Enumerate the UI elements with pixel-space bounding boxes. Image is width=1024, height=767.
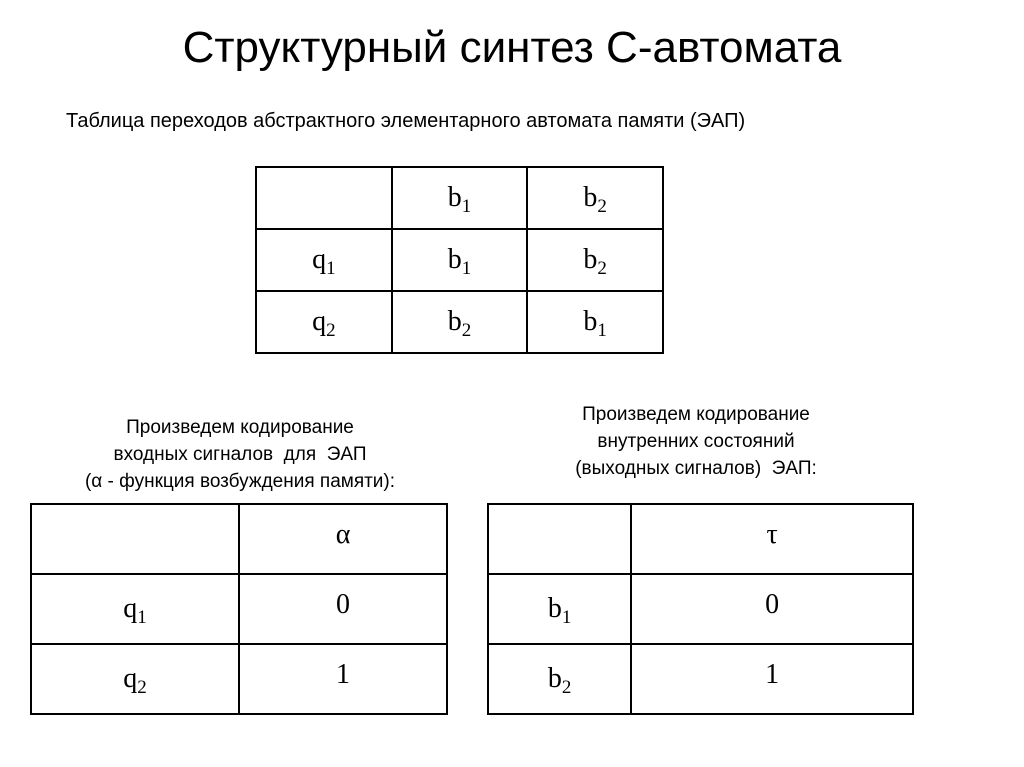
slide-title: Структурный синтез С-автомата [182,23,842,72]
state-cell: $b_1$ [488,574,631,644]
value-cell: 1 [631,644,913,714]
state-cell: $q_2$ [31,644,239,714]
value-cell: $b_1$ [392,229,528,291]
table-row [488,644,913,714]
input-coding-caption [40,414,440,495]
state-coding-table [487,503,914,715]
state-cell: $q_1$ [256,229,392,291]
table-row [256,229,663,291]
header-cell: $b_2$ [527,167,663,229]
table-row [31,644,447,714]
caption-line: (α - функция возбуждения памяти): [84,471,396,492]
transition-table [255,166,664,354]
table-row [256,167,663,229]
header-cell [488,504,631,574]
value-cell: $b_2$ [392,291,528,353]
state-cell: $q_2$ [256,291,392,353]
table-row [31,574,447,644]
header-cell [31,504,239,574]
state-cell: $q_1$ [31,574,239,644]
header-cell: $b_1$ [392,167,528,229]
state-cell: $b_2$ [488,644,631,714]
value-cell: 0 [631,574,913,644]
header-cell: τ [631,504,913,574]
table-row [256,291,663,353]
value-cell: 0 [239,574,447,644]
header-cell [256,167,392,229]
table-row [31,504,447,574]
caption-line: внутренних состояний [597,431,795,452]
caption-line: Произведем кодирование [582,404,810,425]
header-cell: α [239,504,447,574]
table-row [488,574,913,644]
value-cell: $b_2$ [527,229,663,291]
state-coding-caption [496,401,896,482]
table-row [488,504,913,574]
transition-table-caption: Таблица переходов абстрактного элементарного автомата памяти (ЭАП) [66,110,746,132]
value-cell: $b_1$ [527,291,663,353]
caption-line: (выходных сигналов) ЭАП: [575,458,817,479]
caption-line: входных сигналов для ЭАП [113,444,367,465]
input-coding-table [30,503,448,715]
caption-line: Произведем кодирование [126,417,354,438]
value-cell: 1 [239,644,447,714]
